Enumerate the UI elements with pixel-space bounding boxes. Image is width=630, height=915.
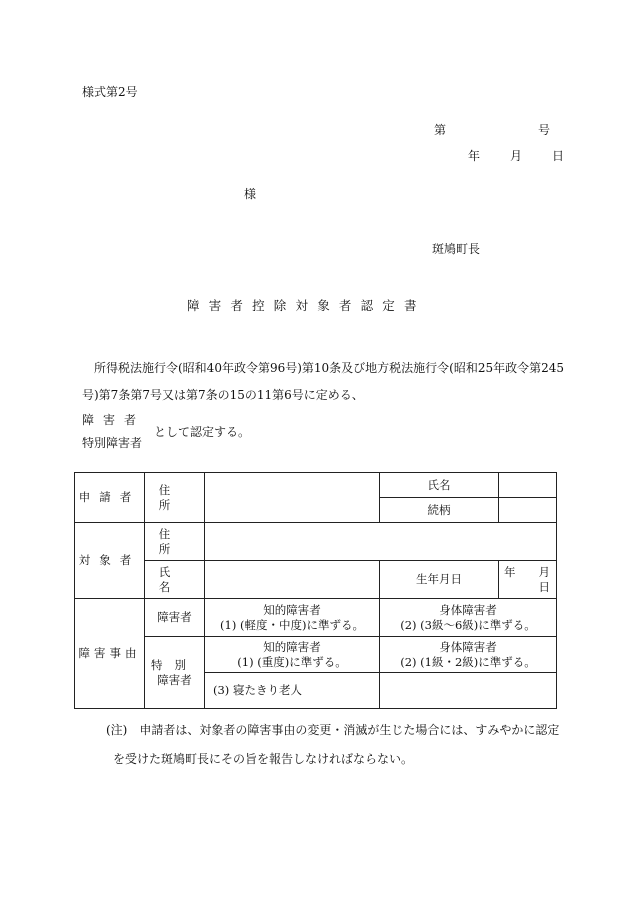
subject-address-label: 住所 <box>145 523 205 561</box>
certification-suffix: として認定する。 <box>154 425 251 439</box>
physical-severe-text: (2) (1級・2級)に準ずる。 <box>400 654 536 669</box>
number-suffix: 号 <box>538 123 551 137</box>
number-prefix: 第 <box>434 123 447 137</box>
physical-severe-option[interactable] <box>380 637 557 673</box>
applicant-address-field[interactable] <box>205 473 380 523</box>
relation-label: 続柄 <box>380 498 499 523</box>
intellectual-severe-text: (1) (重度)に準ずる。 <box>237 654 347 669</box>
document-title: 障害者控除対象者認定書 <box>187 298 426 313</box>
relation-field[interactable] <box>499 498 557 523</box>
addressee-suffix: 様 <box>244 187 257 201</box>
form-number: 様式第2号 <box>82 85 138 99</box>
intellectual-mild-option[interactable] <box>205 599 380 637</box>
disabled-label: 障害者 <box>145 599 205 637</box>
applicant-address-label: 住所 <box>145 473 205 523</box>
subject-name-field[interactable] <box>205 561 380 599</box>
intellectual-label: 知的障害者 <box>263 603 321 618</box>
birth-date-field[interactable]: 年 月 日 <box>499 561 557 599</box>
issue-year-label: 年 <box>468 149 481 163</box>
body-line-2: 号)第7条第7号又は第7条の15の11第6号に定める、 <box>82 388 364 402</box>
intellectual-mild-text: (1) (軽度・中度)に準ずる。 <box>220 617 364 632</box>
special-label-line-2: 障害者 <box>157 672 192 687</box>
subject-label: 対象者 <box>75 523 145 599</box>
physical-label: 身体障害者 <box>439 603 497 618</box>
special-disabled-label <box>145 637 205 709</box>
applicant-label: 申請者 <box>75 473 145 523</box>
note-line-2: を受けた斑鳩町長にその旨を報告しなければならない。 <box>113 752 414 766</box>
issue-day-label: 日 <box>552 149 565 163</box>
certification-table <box>74 472 573 709</box>
empty-cell <box>380 673 557 709</box>
special-label-line-1: 特別 <box>151 658 198 673</box>
bedridden-option[interactable]: (3) 寝たきり老人 <box>205 673 380 709</box>
applicant-name-field[interactable] <box>499 473 557 498</box>
reason-label: 障害事由 <box>75 599 145 709</box>
physical-label-2: 身体障害者 <box>439 640 497 655</box>
issue-date <box>468 150 564 162</box>
subject-name-label: 氏名 <box>145 561 205 599</box>
intellectual-severe-option[interactable] <box>205 637 380 673</box>
applicant-name-label: 氏名 <box>380 473 499 498</box>
physical-mild-option[interactable] <box>380 599 557 637</box>
birth-date-label: 生年月日 <box>380 561 499 599</box>
subject-address-field[interactable] <box>205 523 557 561</box>
option-disabled: 障害者 <box>82 413 146 427</box>
option-special-disabled: 特別障害者 <box>82 436 143 450</box>
intellectual-label-2: 知的障害者 <box>263 640 321 655</box>
issue-month-label: 月 <box>510 149 523 163</box>
note-line-1: (注) 申請者は、対象者の障害事由の変更・消滅が生じた場合には、すみやかに認定 <box>106 723 560 737</box>
issuer: 斑鳩町長 <box>432 242 481 256</box>
physical-mild-text: (2) (3級〜6級)に準ずる。 <box>400 617 536 632</box>
body-line-1: 所得税法施行令(昭和40年政令第96号)第10条及び地方税法施行令(昭和25年政令第245 <box>94 361 565 375</box>
